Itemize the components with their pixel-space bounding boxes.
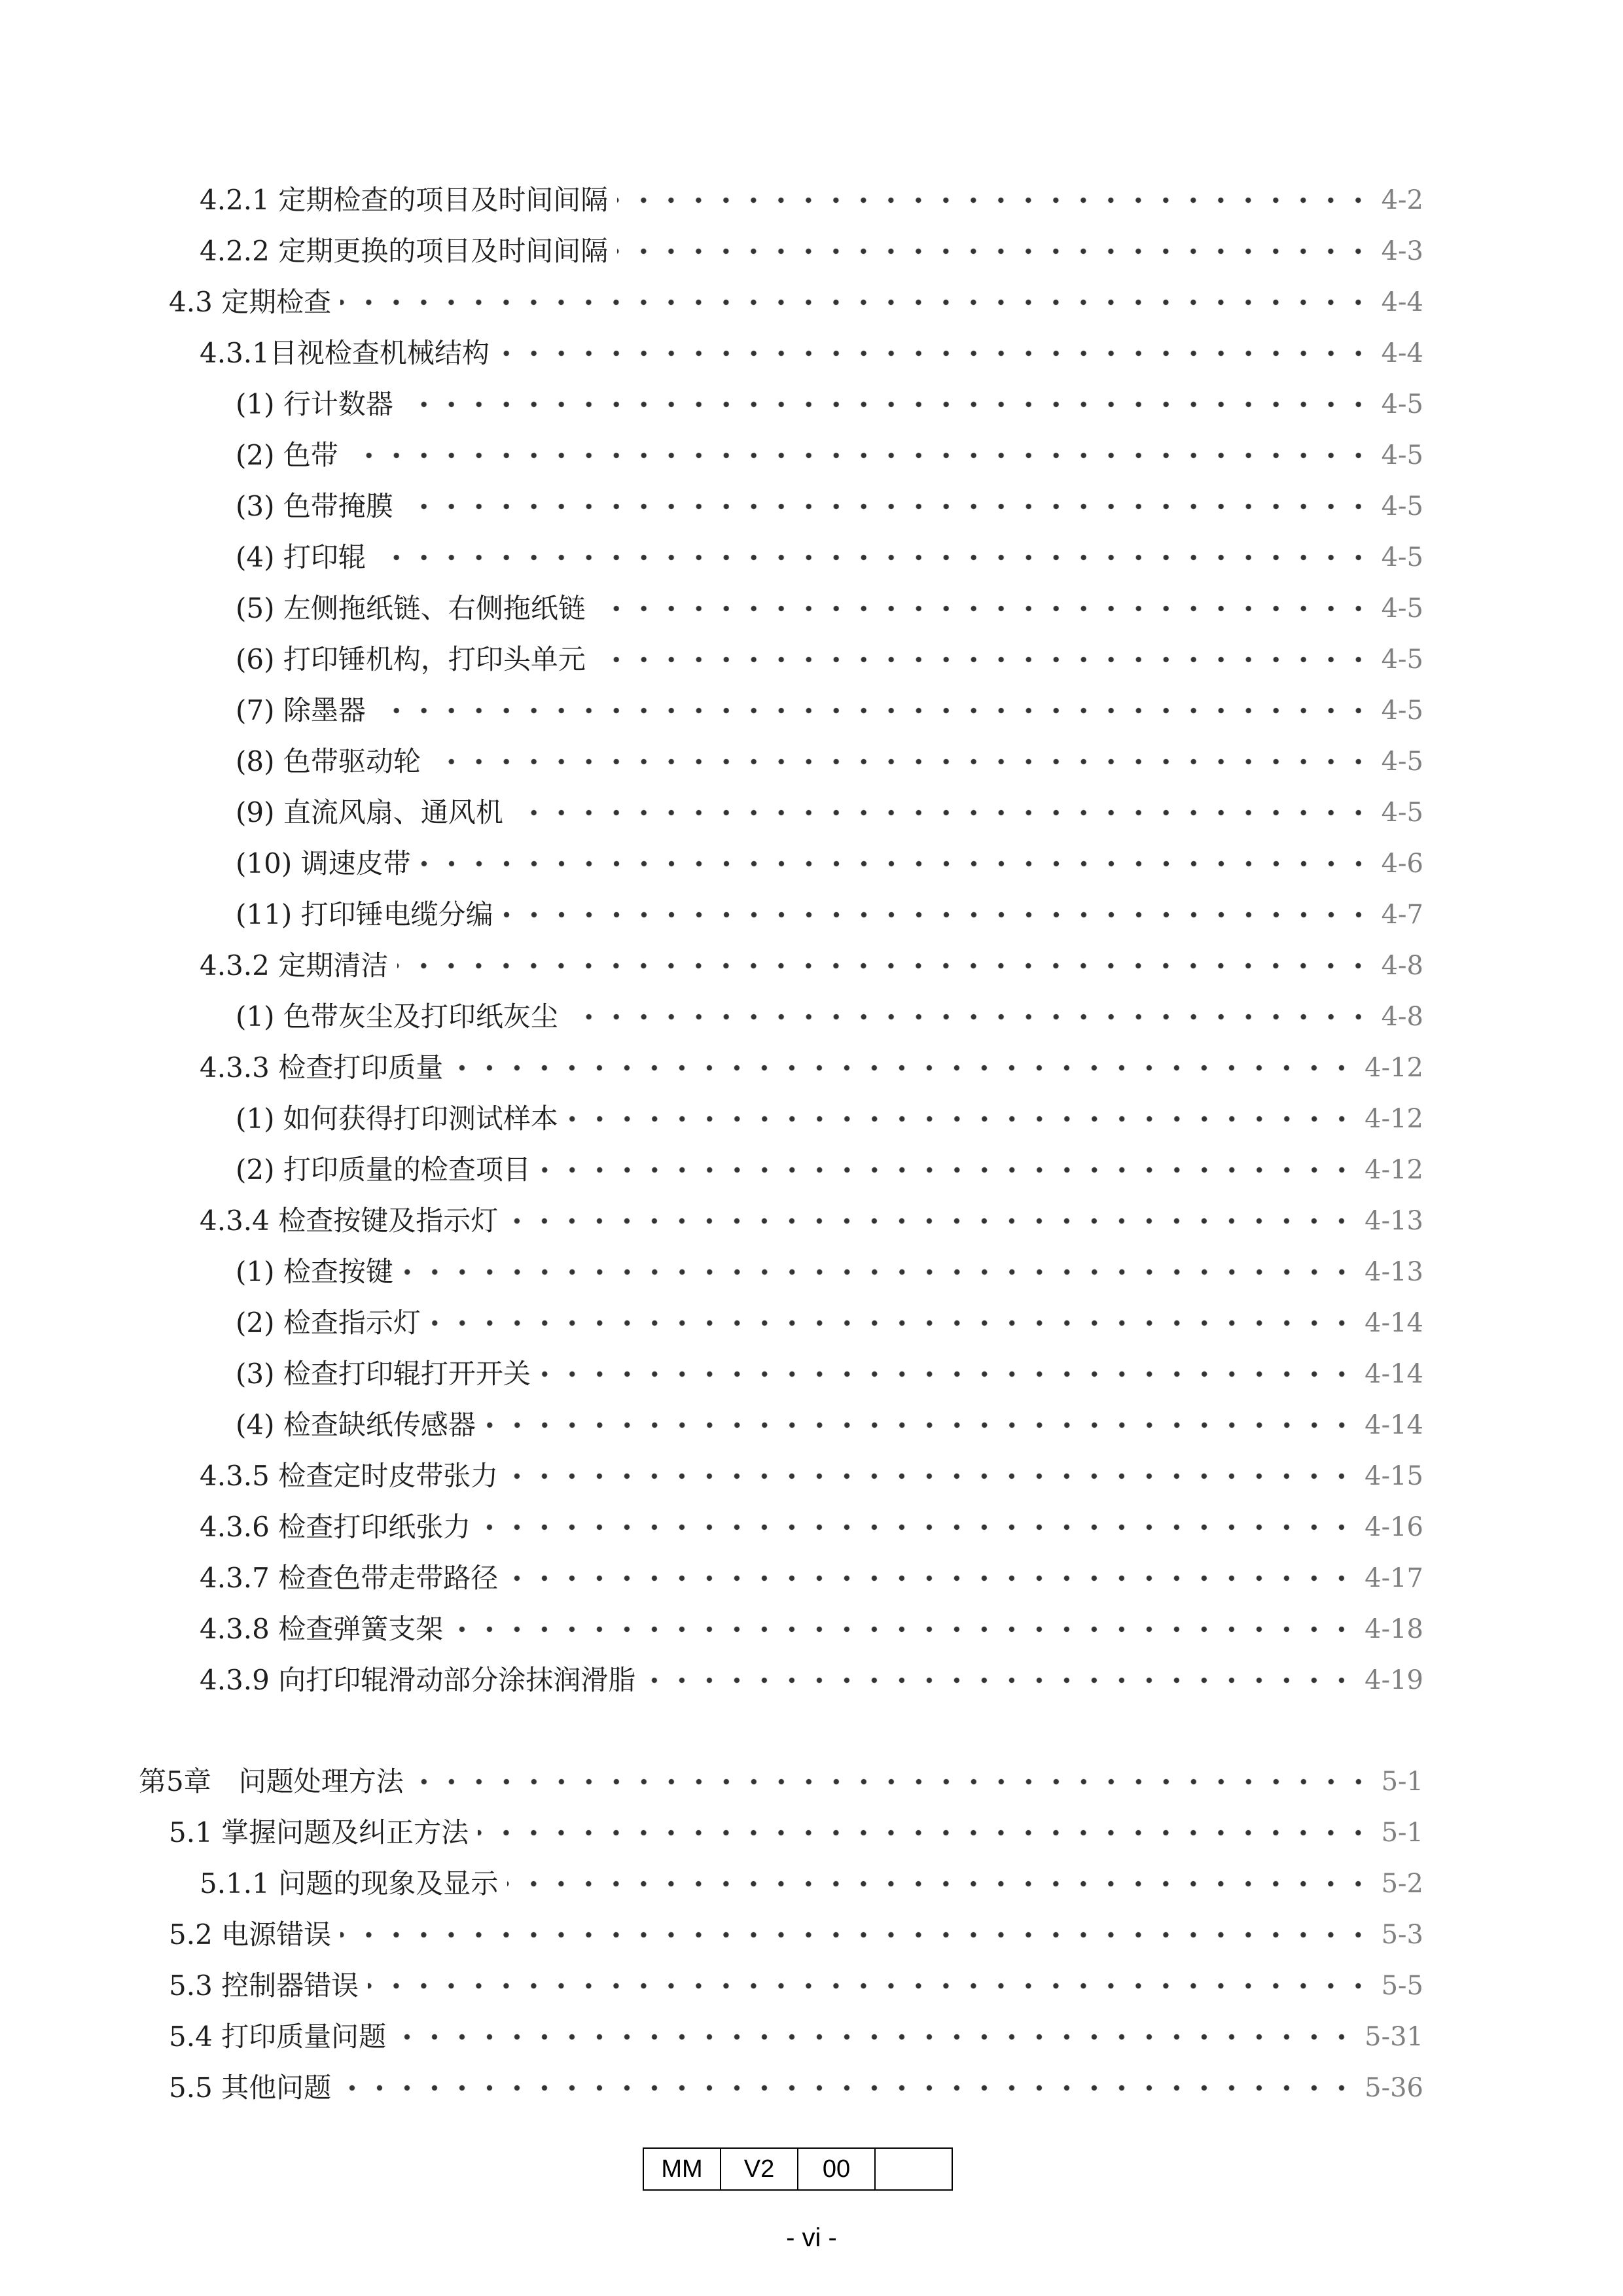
- toc-entry-label: (6) 打印锤机构，打印头单元: [236, 643, 586, 675]
- toc-entry[interactable]: [236, 481, 1423, 532]
- toc-entry-label: 5.1 掌握问题及纠正方法: [169, 1816, 469, 1848]
- toc-entry-label: (9) 直流风扇、通风机: [236, 796, 503, 828]
- toc-entry-label: (8) 色带驱动轮: [236, 745, 421, 777]
- toc-entry[interactable]: [200, 1553, 1423, 1604]
- toc-entry[interactable]: [200, 1195, 1423, 1246]
- toc-entry[interactable]: [200, 1502, 1423, 1553]
- dot-leader: [480, 1502, 1355, 1553]
- toc-entry-page: 5-1: [1381, 1818, 1423, 1848]
- dot-leader: [368, 1960, 1372, 2011]
- toc-entry[interactable]: [200, 940, 1423, 991]
- dot-leader: [499, 328, 1372, 379]
- toc-entry-label: 4.2.1 定期检查的项目及时间间隔: [200, 184, 609, 216]
- toc-entry-label: (1) 行计数器: [236, 388, 393, 420]
- toc-entry[interactable]: [236, 379, 1423, 430]
- toc-entry-label: (4) 检查缺纸传感器: [236, 1409, 476, 1441]
- toc-entry-page: 4-4: [1381, 338, 1423, 368]
- dot-leader: [507, 1553, 1355, 1604]
- dot-leader: [340, 277, 1372, 328]
- dot-leader: [348, 430, 1372, 481]
- toc-entry[interactable]: [200, 1604, 1423, 1655]
- toc-entry-page: 4-7: [1381, 900, 1423, 930]
- toc-entry-page: 5-2: [1381, 1869, 1423, 1899]
- dot-leader: [340, 2062, 1355, 2113]
- toc-entry-page: 4-5: [1381, 542, 1423, 573]
- version-box: [643, 2147, 953, 2191]
- toc-entry-label: 4.3 定期检查: [169, 286, 332, 318]
- dot-leader: [540, 1144, 1355, 1195]
- dot-leader: [413, 1756, 1372, 1807]
- dot-leader: [507, 1195, 1355, 1246]
- dot-leader: [595, 634, 1372, 685]
- toc-entry-label: (3) 色带掩膜: [236, 490, 393, 522]
- toc-entry[interactable]: [200, 226, 1423, 277]
- toc-entry[interactable]: [169, 2062, 1423, 2113]
- toc-entry-page: 4-5: [1381, 389, 1423, 419]
- dot-leader: [540, 1349, 1355, 1400]
- toc-entry-label: (10) 调速皮带: [236, 847, 411, 879]
- toc-entry-label: (1) 色带灰尘及打印纸灰尘: [236, 1000, 558, 1033]
- toc-entry[interactable]: [236, 1298, 1423, 1349]
- toc-entry[interactable]: [236, 634, 1423, 685]
- dot-leader: [617, 226, 1372, 277]
- toc-entry-page: 4-17: [1364, 1563, 1423, 1593]
- toc-entry[interactable]: [169, 277, 1423, 328]
- dot-leader: [567, 991, 1372, 1042]
- toc-entry-label: 第5章 问题处理方法: [139, 1765, 404, 1797]
- toc-entry[interactable]: [236, 1093, 1423, 1144]
- toc-entry[interactable]: [236, 430, 1423, 481]
- toc-entry[interactable]: [169, 1960, 1423, 2011]
- toc-entry[interactable]: [169, 2011, 1423, 2062]
- toc-entry-label: 5.4 打印质量问题: [169, 2021, 387, 2053]
- toc-entry-label: 4.3.4 检查按键及指示灯: [200, 1205, 499, 1237]
- toc-entry-page: 4-13: [1364, 1206, 1423, 1236]
- toc-entry-label: 4.3.8 检查弹簧支架: [200, 1613, 444, 1645]
- toc-entry-page: 4-14: [1364, 1359, 1423, 1389]
- toc-entry-label: (2) 打印质量的检查项目: [236, 1154, 531, 1186]
- toc-entry-page: 4-19: [1364, 1665, 1423, 1695]
- toc-entry[interactable]: [236, 1400, 1423, 1451]
- dot-leader: [617, 175, 1372, 226]
- toc-entry-label: (1) 检查按键: [236, 1256, 393, 1288]
- toc-entry-page: 4-12: [1364, 1104, 1423, 1134]
- toc-entry[interactable]: [236, 685, 1423, 736]
- toc-entry-page: 5-5: [1381, 1971, 1423, 2001]
- toc-entry-page: 5-31: [1364, 2022, 1423, 2052]
- toc-entry-label: (3) 检查打印辊打开开关: [236, 1358, 531, 1390]
- dot-leader: [595, 583, 1372, 634]
- toc-entry[interactable]: [236, 1246, 1423, 1298]
- toc-entry-page: 4-3: [1381, 236, 1423, 266]
- toc-entry-label: 4.3.5 检查定时皮带张力: [200, 1460, 499, 1492]
- version-cell: [876, 2149, 952, 2189]
- toc-entry-page: 4-2: [1381, 185, 1423, 215]
- dot-leader: [340, 1909, 1372, 1960]
- toc-entry-label: 5.3 控制器错误: [169, 1969, 359, 2002]
- toc-entry[interactable]: [236, 889, 1423, 940]
- toc-entry[interactable]: [200, 1655, 1423, 1706]
- dot-leader: [420, 838, 1372, 889]
- toc-entry-label: 4.3.7 检查色带走带路径: [200, 1562, 499, 1594]
- toc-entry-label: (4) 打印辊: [236, 541, 366, 573]
- toc-entry-page: 4-12: [1364, 1155, 1423, 1185]
- dot-leader: [430, 1298, 1355, 1349]
- toc-entry-label: (11) 打印锤电缆分编: [236, 898, 493, 930]
- toc-entry-label: 4.3.2 定期清洁: [200, 949, 389, 981]
- toc-entry[interactable]: [236, 1349, 1423, 1400]
- toc-entry-page: 4-4: [1381, 287, 1423, 317]
- toc-entry-page: 4-14: [1364, 1308, 1423, 1338]
- toc-entry-page: 5-1: [1381, 1767, 1423, 1797]
- toc-entry[interactable]: [169, 1807, 1423, 1858]
- toc-entry[interactable]: [169, 1909, 1423, 1960]
- dot-leader: [402, 379, 1372, 430]
- dot-leader: [375, 685, 1372, 736]
- version-cell: V2: [721, 2149, 798, 2189]
- toc-entry-label: 4.3.3 检查打印质量: [200, 1051, 444, 1084]
- dot-leader: [452, 1042, 1355, 1093]
- toc-entry-page: 4-5: [1381, 798, 1423, 828]
- toc-entry-label: 4.2.2 定期更换的项目及时间间隔: [200, 235, 609, 267]
- dot-leader: [507, 1858, 1372, 1909]
- toc-entry[interactable]: [236, 991, 1423, 1042]
- toc-entry-page: 4-8: [1381, 951, 1423, 981]
- toc-entry-page: 4-5: [1381, 593, 1423, 624]
- toc-entry-label: 4.3.1目视检查机械结构: [200, 337, 490, 369]
- dot-leader: [503, 889, 1372, 940]
- toc-entry-page: 4-5: [1381, 696, 1423, 726]
- toc-entry-label: (1) 如何获得打印测试样本: [236, 1103, 558, 1135]
- toc-entry-label: 4.3.9 向打印辊滑动部分涂抹润滑脂: [200, 1664, 636, 1696]
- toc-entry[interactable]: [236, 736, 1423, 787]
- toc-entry-label: 5.5 其他问题: [169, 2072, 332, 2104]
- toc-entry-page: 5-3: [1381, 1920, 1423, 1950]
- toc-entry-label: (2) 检查指示灯: [236, 1307, 421, 1339]
- toc-entry[interactable]: [200, 175, 1423, 226]
- dot-leader: [567, 1093, 1355, 1144]
- toc-entry-label: (5) 左侧拖纸链、右侧拖纸链: [236, 592, 586, 624]
- toc-entry[interactable]: [236, 1144, 1423, 1195]
- dot-leader: [645, 1655, 1355, 1706]
- toc-entry-page: 4-8: [1381, 1002, 1423, 1032]
- toc-entry-label: 4.3.6 检查打印纸张力: [200, 1511, 471, 1543]
- toc-entry-page: 4-5: [1381, 491, 1423, 521]
- toc-entry[interactable]: [200, 1042, 1423, 1093]
- dot-leader: [485, 1400, 1355, 1451]
- dot-leader: [397, 940, 1372, 991]
- version-cell: MM: [644, 2149, 721, 2189]
- toc-entry-label: (7) 除墨器: [236, 694, 366, 726]
- toc-entry[interactable]: [236, 532, 1423, 583]
- toc-entry[interactable]: [236, 838, 1423, 889]
- toc-entry-label: 5.2 电源错误: [169, 1918, 332, 1951]
- version-cell: 00: [798, 2149, 876, 2189]
- toc-entry[interactable]: [200, 328, 1423, 379]
- dot-leader: [507, 1451, 1355, 1502]
- dot-leader: [395, 2011, 1355, 2062]
- dot-leader: [402, 481, 1372, 532]
- toc-entry-label: 5.1.1 问题的现象及显示: [200, 1867, 499, 1899]
- toc-entry-page: 4-6: [1381, 849, 1423, 879]
- dot-leader: [512, 787, 1372, 838]
- toc-entry-page: 4-15: [1364, 1461, 1423, 1491]
- toc-entry[interactable]: [200, 1858, 1423, 1909]
- toc-entry-page: 5-36: [1364, 2073, 1423, 2103]
- toc-entry[interactable]: [236, 583, 1423, 634]
- toc-chapter-entry[interactable]: [139, 1756, 1423, 1807]
- toc-entry-label: (2) 色带: [236, 439, 338, 471]
- toc-entry-page: 4-5: [1381, 440, 1423, 470]
- toc-entry-page: 4-13: [1364, 1257, 1423, 1287]
- toc-entry-page: 4-5: [1381, 645, 1423, 675]
- toc-entry-page: 4-18: [1364, 1614, 1423, 1644]
- dot-leader: [452, 1604, 1355, 1655]
- toc-entry-page: 4-16: [1364, 1512, 1423, 1542]
- page-number: - vi -: [786, 2223, 837, 2252]
- dot-leader: [402, 1246, 1355, 1298]
- toc-entry[interactable]: [236, 787, 1423, 838]
- toc-entry-page: 4-14: [1364, 1410, 1423, 1440]
- dot-leader: [478, 1807, 1372, 1858]
- toc-entry[interactable]: [200, 1451, 1423, 1502]
- toc-entry-page: 4-12: [1364, 1053, 1423, 1083]
- dot-leader: [375, 532, 1372, 583]
- toc-entry-page: 4-5: [1381, 747, 1423, 777]
- dot-leader: [430, 736, 1372, 787]
